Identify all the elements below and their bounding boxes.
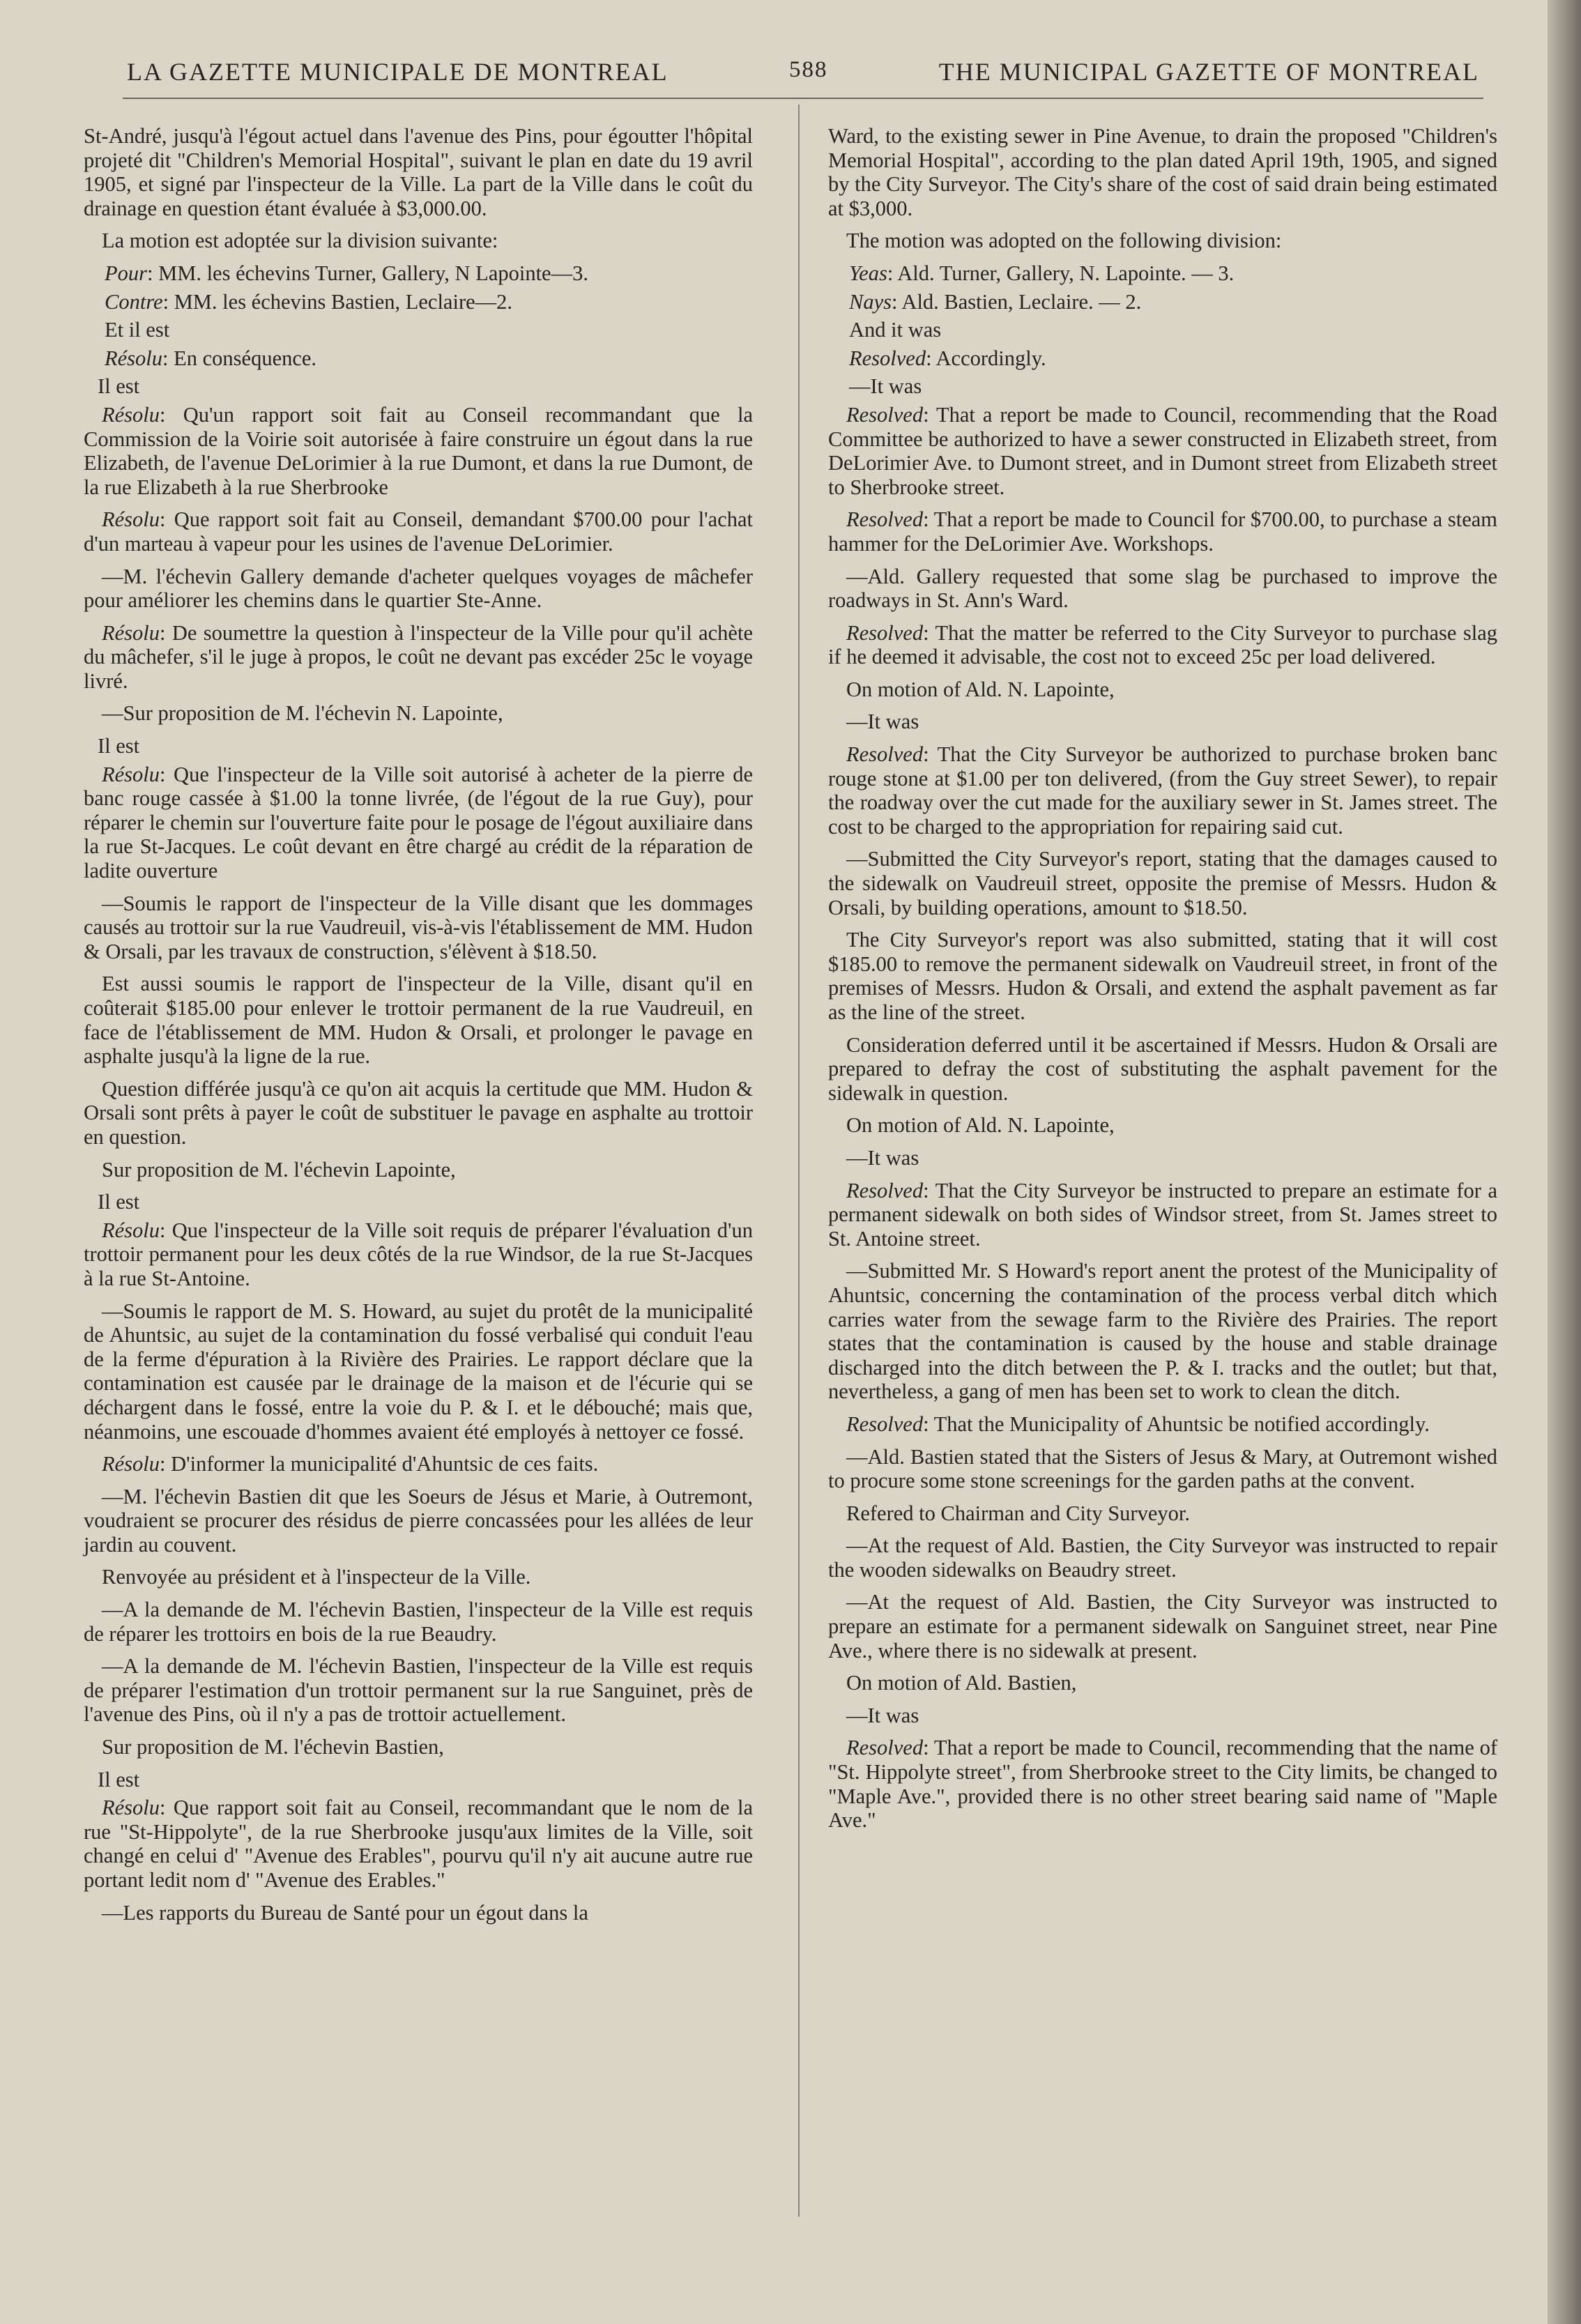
paragraph-text: St-André, jusqu'à l'égout actuel dans l'avenue des Pins, pour égoutter l'hôpital projeté dit "Children's Memorial Hospital", suivant le plan en date du 19 avril 1905, et signé par l'inspecteur de la Ville. La part de la Ville dans le coût du drainage en question étant évaluée à $3,000.00. [84, 124, 753, 220]
paragraph-text: : MM. les échevins Bastien, Leclaire—2. [162, 289, 513, 314]
paragraph [84, 229, 753, 253]
paragraph-text: : Que rapport soit fait au Conseil, demandant $700.00 pour l'achat d'un marteau à vapeur pour les usines de l'avenue DeLorimier. [84, 507, 753, 556]
paragraph [828, 621, 1497, 669]
paragraph-text: Et il est [105, 318, 170, 342]
paragraph [84, 1485, 753, 1557]
paragraph [828, 1736, 1497, 1832]
paragraph-text: : That the City Surveyor be instructed to prepare an estimate for a permanent sidewalk on both sides of Windsor street, from St. James street to St. Antoine street. [828, 1178, 1497, 1251]
resolution-label: Resolved [846, 1412, 924, 1436]
paragraph-text: Est aussi soumis le rapport de l'inspecteur de la Ville, disant qu'il en coûterait $185.00 pour enlever le trottoir permanent de la rue Vaudreuil, en face de l'établissement de MM. Hudon & Orsali, et prolonger le pavage en asphalte jusqu'à la ligne de la rue. [84, 972, 753, 1069]
resolution-label: Résolu [105, 346, 163, 370]
paragraph [84, 403, 753, 499]
resolution-label: Resolved [846, 742, 924, 767]
resolution-label: Pour [105, 261, 147, 285]
paragraph-text: : De soumettre la question à l'inspecteur de la Ville pour qu'il achète du mâchefer, s'il le juge à propos, le coût ne devant pas excéder 25c le voyage livré. [84, 620, 753, 693]
paragraph [84, 701, 753, 726]
resolution-label: Resolved [846, 620, 924, 645]
paragraph [84, 1565, 753, 1589]
paragraph [828, 124, 1497, 220]
paragraph-text: Il est [98, 374, 140, 399]
paragraph [828, 1113, 1497, 1138]
paragraph-text: : Ald. Turner, Gallery, N. Lapointe. — 3. [887, 261, 1235, 285]
paragraph-text: Sur proposition de M. l'échevin Lapointe, [102, 1157, 456, 1182]
paragraph-text: : Que l'inspecteur de la Ville soit requis de préparer l'évaluation d'un trottoir permanent pour les deux côtés de la rue Windsor, de la rue St-Jacques à la rue St-Antoine. [84, 1218, 753, 1290]
header-english-title: THE MUNICIPAL GAZETTE OF MONTREAL [938, 58, 1479, 86]
page-header [127, 57, 1479, 92]
paragraph-text: : En conséquence. [162, 346, 317, 370]
paragraph-text: : Que rapport soit fait au Conseil, recommandant que le nom de la rue "St-Hippolyte", de la rue Sherbrooke jusqu'aux limites de la Ville, soit changé en celui d' "Avenue des Erables", pourvu qu'il n'y ait aucune autre rue portant ledit nom d' "Avenue des Erables." [84, 1796, 753, 1892]
english-column [828, 124, 1497, 1841]
paragraph [84, 892, 753, 964]
paragraph [828, 742, 1497, 839]
paragraph-text: : That a report be made to Council, recommending that the name of "St. Hippolyte street", from Sherbrooke street to the City limits, be changed to "Maple Ave.", provided there is no other street bearing said name of "Maple Ave." [828, 1736, 1497, 1833]
paragraph [84, 124, 753, 220]
paragraph [828, 290, 1497, 314]
paragraph [84, 565, 753, 613]
resolution-label: Resolved [846, 1736, 924, 1760]
paragraph-text: Question différée jusqu'à ce qu'on ait acquis la certitude que MM. Hudon & Orsali sont prêts à payer le coût de substituer le pavage en asphalte au trottoir en question. [84, 1076, 753, 1149]
paragraph-text: —It was [846, 1145, 919, 1170]
paragraph-text: : MM. les échevins Turner, Gallery, N Lapointe—3. [147, 261, 588, 285]
paragraph [84, 734, 753, 758]
paragraph [84, 1218, 753, 1291]
paragraph-text: —Sur proposition de M. l'échevin N. Lapointe, [102, 701, 503, 726]
paragraph [84, 346, 753, 371]
paragraph-text: Sur proposition de M. l'échevin Bastien, [102, 1735, 444, 1759]
paragraph [828, 1501, 1497, 1526]
resolution-label: Resolved [846, 507, 924, 532]
paragraph-text: Il est [98, 1767, 140, 1791]
resolution-label: Résolu [102, 402, 160, 427]
paragraph [84, 1796, 753, 1892]
paragraph-text: —M. l'échevin Bastien dit que les Soeurs de Jésus et Marie, à Outremont, voudraient se procurer des résidus de pierre concassées pour les allées de leur jardin au couvent. [84, 1484, 753, 1557]
paragraph [84, 1735, 753, 1759]
resolution-label: Resolved [849, 346, 926, 370]
resolution-label: Resolved [846, 1178, 924, 1202]
paragraph-text: The City Surveyor's report was also submitted, stating that it will cost $185.00 to remove the permanent sidewalk on Vaudreuil street, in front of the premises of Messrs. Hudon & Orsali, and extend the asphalt pavement as far as the line of the street. [828, 928, 1497, 1024]
paragraph [84, 1901, 753, 1925]
paragraph-text: —It was [849, 374, 922, 399]
paragraph [84, 1452, 753, 1476]
paragraph [828, 1704, 1497, 1728]
resolution-label: Résolu [102, 620, 160, 645]
paragraph [828, 678, 1497, 702]
paragraph-text: —Ald. Gallery requested that some slag be purchased to improve the roadways in St. Ann's Ward. [828, 564, 1497, 613]
resolution-label: Résolu [102, 1796, 160, 1820]
paragraph [828, 1146, 1497, 1170]
paragraph [84, 1654, 753, 1727]
paragraph [828, 1534, 1497, 1582]
paragraph-text: —Les rapports du Bureau de Santé pour un égout dans la [102, 1900, 588, 1925]
paragraph-text: —A la demande de M. l'échevin Bastien, l'inspecteur de la Ville est requis de réparer les trottoirs en bois de la rue Beaudry. [84, 1598, 753, 1646]
paragraph-text: Il est [98, 1190, 140, 1214]
paragraph [828, 229, 1497, 253]
paragraph [828, 710, 1497, 734]
paragraph-text: : That the Municipality of Ahuntsic be notified accordingly. [923, 1412, 1430, 1436]
paragraph [84, 1077, 753, 1149]
paragraph [828, 1412, 1497, 1437]
paragraph [828, 1259, 1497, 1404]
paragraph-text: —Soumis le rapport de M. S. Howard, au sujet du protêt de la municipalité de Ahuntsic, au sujet de la contamination du fossé verbalisé qui conduit l'eau de la ferme d'épuration à la Rivière des Prairies. Le rapport déclare que la contamination est causée par le drainage de la maison et de l'écurie qui se déchargent dans le fossé, entre la voie du P. & I. et le débouché; mais que, néanmoins, une escouade d'hommes avaient été employés à nettoyer ce fossé. [84, 1299, 753, 1444]
paragraph [828, 374, 1497, 399]
paragraph [828, 1671, 1497, 1695]
paragraph [84, 290, 753, 314]
paragraph-text: : That the matter be referred to the City Surveyor to purchase slag if he deemed it advisable, the cost not to exceed 25c per load delivered. [828, 620, 1497, 669]
paragraph-text: On motion of Ald. Bastien, [846, 1671, 1077, 1695]
paragraph [84, 1768, 753, 1792]
paragraph-text: —At the request of Ald. Bastien, the City Surveyor was instructed to prepare an estimate for a permanent sidewalk on Sanguinet street, near Pine Ave., where there is no sidewalk at present. [828, 1590, 1497, 1662]
resolution-label: Resolved [846, 402, 924, 427]
paragraph [828, 1179, 1497, 1251]
paragraph-text: —Submitted Mr. S Howard's report anent the protest of the Municipality of Ahuntsic, concerning the contamination of the process verbal ditch which carries water from the sewage farm to the Rivière des Prairies. The report states that the contamination is caused by the house and stable drainage discharged into the ditch between the P. & I. tracks and the outlet; but that, nevertheless, a gang of men has been set to work to clean the ditch. [828, 1259, 1497, 1404]
column-divider [798, 105, 800, 2217]
paragraph-text: Refered to Chairman and City Surveyor. [846, 1501, 1190, 1525]
paragraph [828, 565, 1497, 613]
paragraph [84, 1299, 753, 1444]
paragraph-text: On motion of Ald. N. Lapointe, [846, 677, 1115, 701]
paragraph-text: : Ald. Bastien, Leclaire. — 2. [892, 289, 1142, 314]
paragraph-text: : That a report be made to Council for $700.00, to purchase a steam hammer for the DeLorimier Ave. Workshops. [828, 507, 1497, 556]
page-number: 588 [789, 57, 828, 82]
paragraph-text: On motion of Ald. N. Lapointe, [846, 1113, 1115, 1138]
paragraph-text: Consideration deferred until it be ascertained if Messrs. Hudon & Orsali are prepared to defray the cost of substituting the asphalt pavement for the sidewalk in question. [828, 1032, 1497, 1105]
paragraph-text: —Soumis le rapport de l'inspecteur de la Ville disant que les dommages causés au trottoir sur la rue Vaudreuil, vis-à-vis l'établissement de MM. Hudon & Orsali, par les travaux de construction, s'élèvent à $18.50. [84, 891, 753, 963]
paragraph-text: : That a report be made to Council, recommending that the Road Committee be authorized to have a sewer constructed in Elizabeth street, from DeLorimier Ave. to Dumont street, and in Dumont street from Elizabeth street to Sherbrooke street. [828, 402, 1497, 499]
page-edge [1548, 0, 1581, 2324]
resolution-label: Résolu [102, 1452, 160, 1476]
header-rule [123, 98, 1483, 99]
paragraph-text: The motion was adopted on the following division: [846, 229, 1282, 253]
resolution-label: Nays [849, 289, 892, 314]
paragraph-text: : D'informer la municipalité d'Ahuntsic de ces faits. [160, 1452, 599, 1476]
paragraph-text: —It was [846, 710, 919, 734]
header-french-title: LA GAZETTE MUNICIPALE DE MONTREAL [127, 58, 669, 86]
paragraph-text: Renvoyée au président et à l'inspecteur de la Ville. [102, 1565, 531, 1589]
paragraph [84, 1158, 753, 1182]
paragraph-text: : Qu'un rapport soit fait au Conseil recommandant que la Commission de la Voirie soit autorisée à faire construire un égout dans la rue Elizabeth, de l'avenue DeLorimier à la rue Dumont, et dans la rue Dumont, de la rue Elizabeth à la rue Sherbrooke [84, 402, 753, 499]
paragraph [828, 1033, 1497, 1106]
paragraph [828, 403, 1497, 499]
paragraph-text: —Ald. Bastien stated that the Sisters of Jesus & Mary, at Outremont wished to procure some stone screenings for the garden paths at the convent. [828, 1444, 1497, 1493]
paragraph [84, 261, 753, 286]
paragraph-text: And it was [849, 318, 942, 342]
paragraph-text: : Que l'inspecteur de la Ville soit autorisé à acheter de la pierre de banc rouge cassée à $1.00 la tonne livrée, (de l'égout de la rue Guy), pour réparer le chemin sur l'ouverture faite pour le posage de l'égout auxiliaire dans la rue St-Jacques. Le coût devant en être chargé au crédit de la réparation de ladite ouverture [84, 762, 753, 883]
paragraph-text: —M. l'échevin Gallery demande d'acheter quelques voyages de mâchefer pour améliorer les chemins dans le quartier Ste-Anne. [84, 564, 753, 613]
paragraph [828, 847, 1497, 919]
paragraph-text: —A la demande de M. l'échevin Bastien, l'inspecteur de la Ville est requis de préparer l'estimation d'un trottoir permanent sur la rue Sanguinet, près de l'avenue des Pins, où il n'y a pas de trottoir actuellement. [84, 1654, 753, 1727]
paragraph [828, 318, 1497, 342]
paragraph [828, 1590, 1497, 1662]
paragraph [84, 621, 753, 694]
paragraph [84, 374, 753, 399]
resolution-label: Résolu [102, 507, 160, 532]
paragraph [84, 1598, 753, 1646]
paragraph [828, 507, 1497, 556]
paragraph [84, 318, 753, 342]
resolution-label: Yeas [849, 261, 887, 285]
paragraph-text: —It was [846, 1703, 919, 1727]
paragraph [84, 507, 753, 556]
paragraph-text: : Accordingly. [926, 346, 1046, 370]
paragraph-text: —Submitted the City Surveyor's report, stating that the damages caused to the sidewalk on Vaudreuil street, opposite the premise of Messrs. Hudon & Orsali, by building operations, amount to $18.50. [828, 847, 1497, 919]
paragraph-text: La motion est adoptée sur la division suivante: [102, 229, 498, 253]
paragraph-text: Il est [98, 734, 140, 758]
paragraph-text: —At the request of Ald. Bastien, the City Surveyor was instructed to repair the wooden sidewalks on Beaudry street. [828, 1534, 1497, 1582]
paragraph [84, 972, 753, 1068]
paragraph [84, 1190, 753, 1214]
paragraph [828, 928, 1497, 1024]
paragraph [828, 346, 1497, 371]
paragraph-text: : That the City Surveyor be authorized to purchase broken banc rouge stone at $1.00 per ton delivered, (from the Guy street Sewer), to repair the roadway over the cut made for the auxiliary sewer in St. James street. The cost to be charged to the appropriation for repairing said cut. [828, 742, 1497, 839]
paragraph [828, 1445, 1497, 1493]
resolution-label: Résolu [102, 1218, 160, 1242]
paragraph [84, 763, 753, 883]
french-column [84, 124, 753, 1933]
paragraph-text: Ward, to the existing sewer in Pine Avenue, to drain the proposed "Children's Memorial Hospital", according to the plan dated April 19th, 1905, and signed by the City Surveyor. The City's share of the cost of said drain being estimated at $3,000. [828, 124, 1497, 220]
resolution-label: Contre [105, 289, 163, 314]
resolution-label: Résolu [102, 762, 160, 786]
paragraph [828, 261, 1497, 286]
